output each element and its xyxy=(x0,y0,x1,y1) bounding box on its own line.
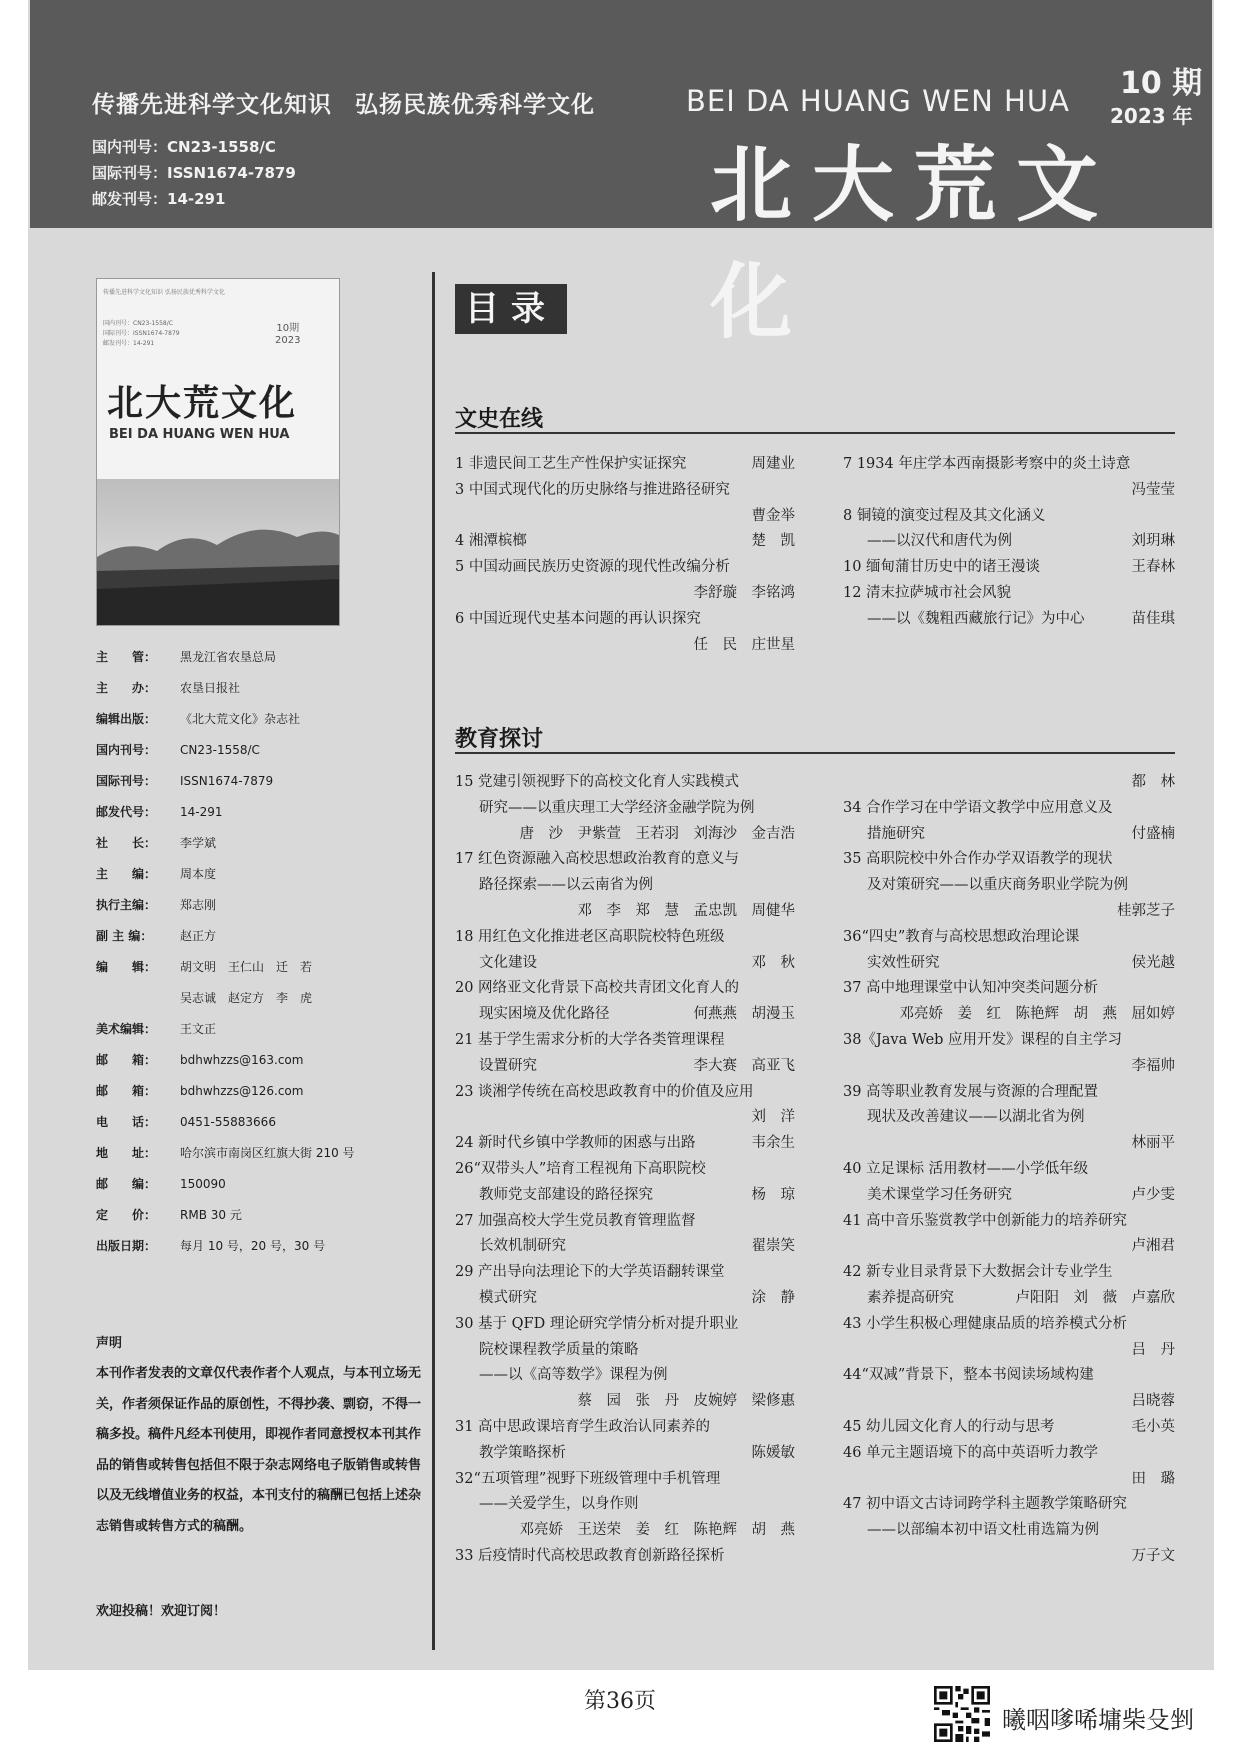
toc-entry-title: ——以汉代和唐代为例 xyxy=(867,533,1012,550)
copyright-notice xyxy=(96,1332,421,1542)
toc-entry-authors: 韦余生 xyxy=(751,1135,795,1152)
toc-entry-authors: 桂郭芝子 xyxy=(1117,902,1175,919)
toc-entry-authors: 李舒璇 李铭鸿 xyxy=(693,584,795,601)
toc-entry-title: 设置研究 xyxy=(479,1057,537,1074)
masthead-row xyxy=(96,642,426,673)
masthead-label: 地 址： xyxy=(96,1146,157,1160)
toc-entry-title: 实效性研究 xyxy=(867,954,940,971)
toc-entry-authors: 周建业 xyxy=(751,456,795,472)
toc-entry-title: 模式研究 xyxy=(479,1289,537,1306)
toc-entry-authors: 吕 丹 xyxy=(1131,1341,1175,1358)
toc-entry-authors: 何燕燕 胡漫玉 xyxy=(693,1006,795,1023)
toc-entry-authors: 邓亮娇 王送荣 姜 红 陈艳辉 胡 燕 xyxy=(519,1522,795,1539)
toc-entry-title: 43 小学生积极心理健康品质的培养模式分析 xyxy=(843,1315,1128,1332)
masthead-label: 编 辑： xyxy=(96,960,157,974)
masthead-label: 社 长： xyxy=(96,836,157,850)
masthead-row xyxy=(96,1169,426,1200)
toc-entry-title: 教学策略探析 xyxy=(479,1444,566,1461)
toc-entry xyxy=(843,976,1175,1028)
toc-entry-title: 研究——以重庆理工大学经济金融学院为例 xyxy=(479,799,755,816)
cover-slogan: 传播先进科学文化知识 弘扬民族优秀科学文化 xyxy=(103,289,225,296)
toc-entry xyxy=(843,1415,1175,1441)
masthead-row xyxy=(96,1045,426,1076)
toc-entry-authors: 都 林 xyxy=(1131,774,1175,790)
toc-entry xyxy=(455,529,795,555)
toc-entry xyxy=(455,976,795,1028)
cover-id-line: 国际刊号：ISSN1674-7879 xyxy=(103,330,180,337)
toc-entry xyxy=(455,452,795,478)
toc-heading: 目录 xyxy=(455,284,567,334)
toc-entry-authors: 邓 秋 xyxy=(751,954,795,971)
toc-entry-title: 29 产出导向法理论下的大学英语翻转课堂 xyxy=(455,1264,725,1281)
cover-issue xyxy=(275,323,300,347)
toc-entry-authors: 毛小英 xyxy=(1131,1418,1175,1435)
toc-entry-title: ——以《高等数学》课程为例 xyxy=(479,1367,668,1384)
masthead-value: 《北大荒文化》杂志社 xyxy=(180,712,301,726)
journal-title: 北大荒文化 xyxy=(710,137,1119,350)
welcome-text: 欢迎投稿！欢迎订阅！ xyxy=(96,1604,227,1619)
toc-entry xyxy=(843,555,1175,581)
masthead-value: 农垦日报社 xyxy=(180,681,241,695)
masthead-row xyxy=(96,704,426,735)
toc-entry-title: ——以部编本初中语文杜甫选篇为例 xyxy=(867,1522,1099,1539)
toc-entry-authors: 侯光越 xyxy=(1131,954,1175,971)
toc-entry-authors: 林丽平 xyxy=(1131,1135,1175,1152)
toc-entry-title: 措施研究 xyxy=(867,825,925,842)
masthead-value: bdhwhzzs@163.com xyxy=(180,1053,304,1067)
masthead-label: 定 价： xyxy=(96,1208,157,1222)
toc-entry-title: 素养提高研究 xyxy=(867,1289,954,1306)
toc-entry-title: 40 立足课标 活用教材——小学低年级 xyxy=(843,1160,1089,1177)
toc-entry-title: ——以《魏粗西藏旅行记》为中心 xyxy=(867,610,1085,627)
toc-entry xyxy=(843,1492,1175,1569)
toc-entry-title: 及对策研究——以重庆商务职业学院为例 xyxy=(867,877,1128,894)
toc-entry xyxy=(455,1544,795,1570)
toc-entry-authors: 任 民 庄世星 xyxy=(693,636,795,653)
masthead-label: 邮 编： xyxy=(96,1177,157,1191)
toc-entry-authors: 李福帅 xyxy=(1131,1057,1175,1074)
toc-entry-title: 27 加强高校大学生党员教育管理监督 xyxy=(455,1212,696,1229)
toc-entry xyxy=(843,1209,1175,1261)
masthead-row xyxy=(96,1231,426,1262)
masthead-value: 哈尔滨市南岗区红旗大街 210 号 xyxy=(180,1146,355,1160)
toc-entry xyxy=(843,847,1175,924)
toc-entry xyxy=(455,847,795,924)
toc-entry-title: 32“五项管理”视野下班级管理中手机管理 xyxy=(455,1470,721,1487)
toc-entry-authors: 苗佳琪 xyxy=(1131,610,1175,627)
cover-issue-number: 10期 xyxy=(276,323,300,334)
toc-entry-title: 45 幼儿园文化育人的行动与思考 xyxy=(843,1418,1055,1435)
journal-pinyin: BEI DA HUANG WEN HUA xyxy=(686,84,1070,118)
column-divider xyxy=(432,272,435,1650)
notice-title: 声明 xyxy=(96,1336,123,1351)
masthead-value: 14-291 xyxy=(180,805,223,819)
masthead-row xyxy=(96,921,426,952)
masthead-label: 执行主编： xyxy=(96,898,157,912)
toc-entry xyxy=(843,1260,1175,1312)
footer-text: 曦咽嗲唏墉柴殳剉 xyxy=(1002,1706,1194,1734)
toc-entry xyxy=(843,1157,1175,1209)
toc-entry-authors: 邓 李 郑 慧 孟忠凯 周健华 xyxy=(577,902,795,919)
cover-ids xyxy=(103,319,180,349)
toc-entry-title: 6 中国近现代史基本问题的再认识探究 xyxy=(455,610,701,627)
toc-entry-authors: 田 璐 xyxy=(1131,1470,1175,1487)
toc-entry-title: 7 1934 年庄学本西南摄影考察中的炎土诗意 xyxy=(843,456,1131,472)
masthead-label: 出版日期： xyxy=(96,1239,157,1253)
toc-entry-authors: 曹金举 xyxy=(751,507,795,524)
toc-entry xyxy=(455,1209,795,1261)
masthead-label: 主 办： xyxy=(96,681,157,695)
toc-entry-title: 路径探索——以云南省为例 xyxy=(479,877,653,894)
masthead-label: 电 话： xyxy=(96,1115,157,1129)
section-rule xyxy=(455,432,1175,434)
header-slogan: 传播先进科学文化知识 弘扬民族优秀科学文化 xyxy=(92,92,596,118)
toc-entry-authors: 卢湘君 xyxy=(1131,1238,1175,1255)
toc-entry xyxy=(843,796,1175,848)
section-title-history: 文史在线 xyxy=(455,407,544,432)
toc-entry-title: 31 高中思政课培育学生政治认同素养的 xyxy=(455,1418,711,1435)
notice-text: 本刊作者发表的文章仅代表作者个人观点，与本刊立场无关，作者须保证作品的原创性，不得抄袭、剽窃，不得一稿多投。稿件凡经本刊使用，即视作者同意授权本刊其作品的销售或转售包括但不限于杂志网络电子版销售或转售以及无线增值业务的权益，本刊支付的稿酬已包括上述杂志销售或转售方式的稿酬。 xyxy=(96,1366,422,1534)
masthead-row xyxy=(96,952,426,983)
section-rule xyxy=(455,752,1175,754)
toc-entry-title: 10 缅甸蒲甘历史中的诸王漫谈 xyxy=(843,559,1041,576)
masthead-row xyxy=(96,1107,426,1138)
masthead-value: ISSN1674-7879 xyxy=(180,774,274,788)
toc-entry xyxy=(843,1080,1175,1157)
toc-entry-title: 26“双带头人”培育工程视角下高职院校 xyxy=(455,1160,706,1177)
toc-entry xyxy=(843,1441,1175,1493)
masthead-value: 吴志诚 赵定方 李 虎 xyxy=(180,991,313,1005)
masthead-value: 0451-55883666 xyxy=(180,1115,276,1129)
toc-entry-authors: 蔡 园 张 丹 皮婉婷 梁修惠 xyxy=(577,1393,795,1410)
toc-entry-title: 21 基于学生需求分析的大学各类管理课程 xyxy=(455,1031,725,1048)
toc-entry xyxy=(455,1415,795,1467)
toc-entry-title: 36“四史”教育与高校思想政治理论课 xyxy=(843,928,1080,945)
toc-entry xyxy=(455,555,795,607)
domestic-id: 国内刊号：CN23-1558/C xyxy=(92,138,276,156)
toc-entry xyxy=(843,1028,1175,1080)
toc-column-left xyxy=(455,452,795,658)
masthead-row xyxy=(96,766,426,797)
toc-entry-title: 17 红色资源融入高校思想政治教育的意义与 xyxy=(455,851,740,868)
toc-entry-title: 44“双减”背景下，整本书阅读场域构建 xyxy=(843,1367,1094,1384)
toc-entry-title: 15 党建引领视野下的高校文化育人实践模式 xyxy=(455,774,740,790)
masthead-value: 150090 xyxy=(180,1177,226,1191)
toc-entry xyxy=(843,504,1175,556)
masthead-label: 国际刊号： xyxy=(96,774,157,788)
masthead-label: 邮发代号： xyxy=(96,805,157,819)
toc-entry-title: 8 铜镜的演变过程及其文化涵义 xyxy=(843,507,1046,524)
masthead-row xyxy=(96,673,426,704)
toc-entry-title: 4 湘潭槟榔 xyxy=(455,533,527,550)
toc-entry-authors: 楚 凯 xyxy=(751,533,795,550)
masthead-row xyxy=(96,1138,426,1169)
toc-entry xyxy=(843,581,1175,633)
toc-entry-authors: 王春林 xyxy=(1131,559,1175,576)
toc-entry-title: 35 高职院校中外合作办学双语教学的现状 xyxy=(843,851,1113,868)
toc-entry-title: 美术课堂学习任务研究 xyxy=(867,1186,1012,1203)
issue-number: 10 期 xyxy=(1120,66,1203,101)
masthead-value: RMB 30 元 xyxy=(180,1208,242,1222)
toc-entry-authors: 李大赛 高亚飞 xyxy=(693,1057,795,1074)
masthead-label xyxy=(96,983,180,1014)
toc-entry xyxy=(455,1080,795,1132)
masthead-value: 黑龙江省农垦总局 xyxy=(180,650,277,664)
toc-entry-title: 院校课程教学质量的策略 xyxy=(479,1341,639,1358)
toc-entry xyxy=(843,1363,1175,1415)
toc-entry xyxy=(455,1312,795,1415)
masthead-row xyxy=(96,1014,426,1045)
masthead-value: 赵正方 xyxy=(180,929,217,943)
toc-entry-title: 47 初中语文古诗词跨学科主题教学策略研究 xyxy=(843,1496,1128,1513)
toc-entry-title: 20 网络亚文化背景下高校共青团文化育人的 xyxy=(455,980,740,997)
masthead-label: 主 管： xyxy=(96,650,157,664)
cover-thumbnail xyxy=(96,278,340,626)
toc-entry-title: 33 后疫情时代高校思政教育创新路径探析 xyxy=(455,1547,725,1564)
issn: 国际刊号：ISSN1674-7879 xyxy=(92,164,296,182)
masthead-value: 郑志刚 xyxy=(180,898,217,912)
masthead-row xyxy=(96,983,426,1014)
toc-column-right xyxy=(843,770,1175,1570)
toc-entry-authors: 涂 静 xyxy=(751,1289,795,1306)
toc-entry xyxy=(455,1260,795,1312)
toc-entry-title: 12 清末拉萨城市社会风貌 xyxy=(843,584,1012,601)
masthead-label: 邮 箱： xyxy=(96,1053,157,1067)
cover-issue-year: 2023 xyxy=(275,335,301,346)
toc-entry-title: 23 谈湘学传统在高校思政教育中的价值及应用 xyxy=(455,1083,754,1100)
toc-entry xyxy=(455,1157,795,1209)
toc-entry xyxy=(455,607,795,659)
toc-entry-authors: 杨 琼 xyxy=(751,1186,795,1203)
cover-id-line: 国内刊号：CN23-1558/C xyxy=(103,320,173,327)
toc-entry xyxy=(455,1131,795,1157)
cover-title: 北大荒文化 xyxy=(107,382,298,424)
masthead-row xyxy=(96,859,426,890)
toc-entry-authors: 陈媛敏 xyxy=(751,1444,795,1461)
masthead-row xyxy=(96,828,426,859)
toc-column-left xyxy=(455,770,795,1570)
toc-column-right xyxy=(843,452,1175,633)
section-title-education: 教育探讨 xyxy=(455,727,544,752)
toc-entry-title: 38《Java Web 应用开发》课程的自主学习 xyxy=(843,1031,1123,1048)
toc-entry-title: 1 非遗民间工艺生产性保护实证探究 xyxy=(455,456,687,472)
toc-entry-title: 30 基于 QFD 理论研究学情分析对提升职业 xyxy=(455,1315,739,1332)
toc-entry-title: 24 新时代乡镇中学教师的困惑与出路 xyxy=(455,1135,696,1152)
toc-entry-authors: 刘玥琳 xyxy=(1131,533,1175,550)
toc-entry xyxy=(455,1028,795,1080)
masthead-row xyxy=(96,890,426,921)
toc-entry-authors: 唐 沙 尹紫萱 王若羽 刘海沙 金吉浩 xyxy=(519,825,795,842)
toc-entry-title: 41 高中音乐鉴赏教学中创新能力的培养研究 xyxy=(843,1212,1128,1229)
masthead-value: 每月 10 号，20 号，30 号 xyxy=(180,1239,326,1253)
masthead-row xyxy=(96,1200,426,1231)
toc-entry-authors: 翟崇笑 xyxy=(751,1238,795,1255)
toc-entry-title: ——关爱学生，以身作则 xyxy=(479,1496,639,1513)
masthead-label: 国内刊号： xyxy=(96,743,157,757)
toc-entry-authors: 刘 洋 xyxy=(751,1109,795,1126)
masthead-value: CN23-1558/C xyxy=(180,743,260,757)
toc-entry-authors: 卢阳阳 刘 薇 卢嘉欣 xyxy=(1015,1289,1175,1306)
toc-entry-authors: 冯莹莹 xyxy=(1131,481,1175,498)
page-number: 第36页 xyxy=(584,1689,656,1714)
cover-pinyin: BEI DA HUANG WEN HUA xyxy=(109,427,290,442)
masthead-row xyxy=(96,797,426,828)
toc-entry-authors: 吕晓蓉 xyxy=(1131,1393,1175,1410)
toc-entry xyxy=(843,1312,1175,1364)
masthead-label: 副 主 编： xyxy=(96,929,153,943)
toc-entry-title: 37 高中地理课堂中认知冲突类问题分析 xyxy=(843,980,1099,997)
qr-code-icon xyxy=(934,1686,990,1742)
masthead-label: 主 编： xyxy=(96,867,157,881)
masthead-value: 王文正 xyxy=(180,1022,217,1036)
toc-entry-authors: 邓亮娇 姜 红 陈艳辉 胡 燕 屈如婷 xyxy=(899,1006,1175,1023)
toc-entry-title: 文化建设 xyxy=(479,954,537,971)
cover-id-line: 邮发刊号：14-291 xyxy=(103,340,155,347)
toc-entry-title: 教师党支部建设的路径探究 xyxy=(479,1186,653,1203)
toc-entry xyxy=(455,770,795,847)
toc-entry xyxy=(455,478,795,530)
toc-entry-authors: 付盛楠 xyxy=(1131,825,1175,842)
toc-entry xyxy=(843,452,1175,504)
toc-entry-title: 39 高等职业教育发展与资源的合理配置 xyxy=(843,1083,1099,1100)
masthead-info xyxy=(96,642,426,1262)
toc-entry-title: 3 中国式现代化的历史脉络与推进路径研究 xyxy=(455,481,730,498)
toc-entry xyxy=(455,925,795,977)
toc-entry-title: 长效机制研究 xyxy=(479,1238,566,1255)
issue-year: 2023 年 xyxy=(1110,104,1193,128)
masthead-value: 周本度 xyxy=(180,867,217,881)
toc-entry-title: 现状及改善建议——以湖北省为例 xyxy=(867,1109,1085,1126)
cover-landscape-photo xyxy=(97,479,339,625)
toc-entry xyxy=(843,925,1175,977)
toc-entry xyxy=(455,1467,795,1544)
toc-entry-title: 现实困境及优化路径 xyxy=(479,1006,610,1023)
toc-entry-title: 5 中国动画民族历史资源的现代性改编分析 xyxy=(455,559,730,576)
masthead-row xyxy=(96,1076,426,1107)
toc-entry-title: 46 单元主题语境下的高中英语听力教学 xyxy=(843,1444,1099,1461)
toc-entry-title: 18 用红色文化推进老区高职院校特色班级 xyxy=(455,928,725,945)
masthead-value: 李学斌 xyxy=(180,836,217,850)
toc-entry-authors: 万子文 xyxy=(1131,1547,1175,1564)
masthead-row xyxy=(96,735,426,766)
masthead-label: 邮 箱： xyxy=(96,1084,157,1098)
masthead-value: bdhwhzzs@126.com xyxy=(180,1084,304,1098)
toc-entry-authors: 卢少雯 xyxy=(1131,1186,1175,1203)
toc-entry xyxy=(843,770,1175,796)
masthead-label: 编辑出版： xyxy=(96,712,157,726)
masthead-value: 胡文明 王仁山 迁 若 xyxy=(180,960,313,974)
postal-code: 邮发刊号：14-291 xyxy=(92,190,226,208)
header-ids xyxy=(92,134,296,212)
toc-entry-title: 42 新专业目录背景下大数据会计专业学生 xyxy=(843,1264,1113,1281)
toc-entry-title: 34 合作学习在中学语文教学中应用意义及 xyxy=(843,799,1113,816)
masthead-label: 美术编辑： xyxy=(96,1022,157,1036)
